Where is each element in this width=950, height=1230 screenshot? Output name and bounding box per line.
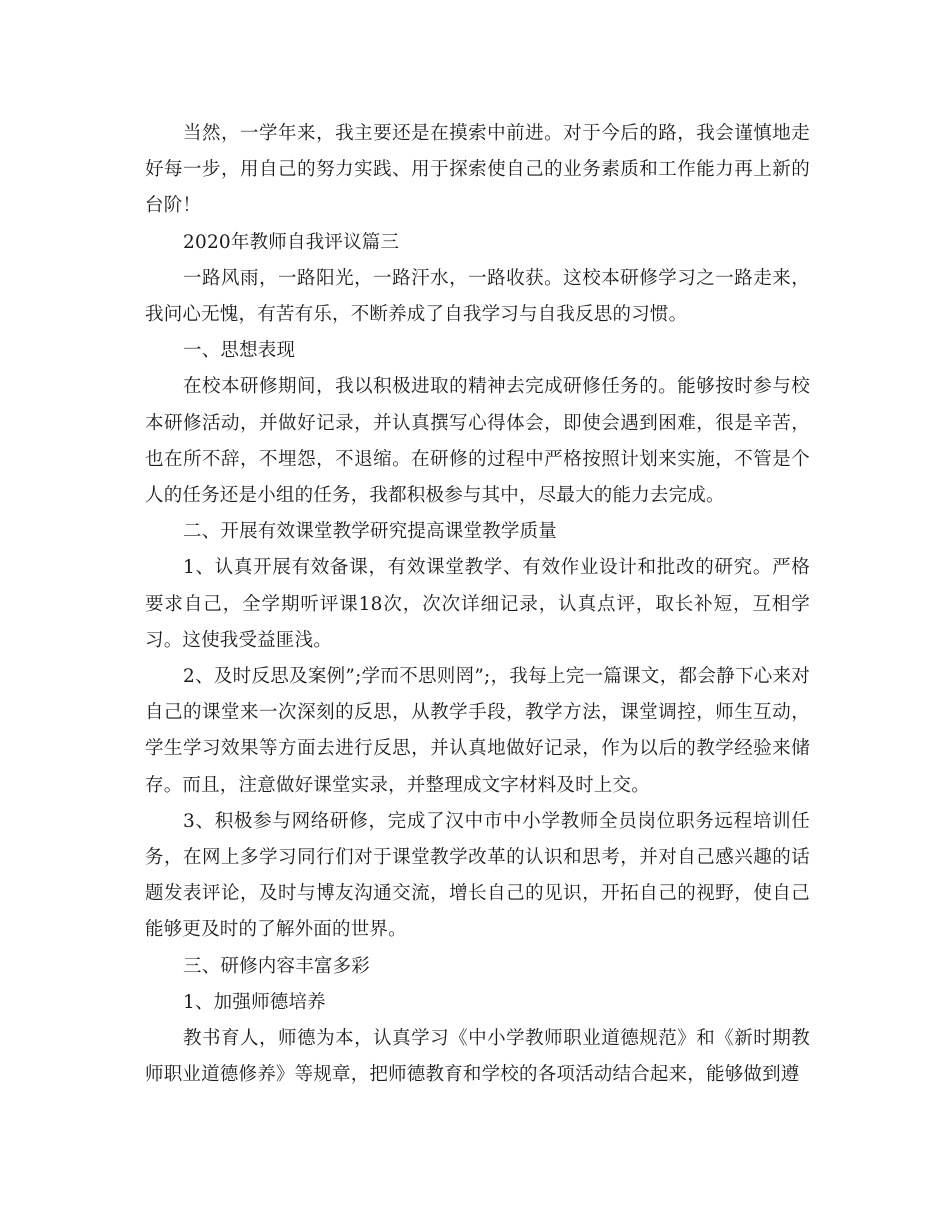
paragraph-ethics: 教书育人，师德为本，认真学习《中小学教师职业道德规范》和《新时期教师职业道德修养》等规章，把师德教育和学校的各项活动结合起来，能够做到遵 [145, 1028, 810, 1086]
heading-effective-teaching: 二、开展有效课堂教学研究提高课堂教学质量 [183, 521, 558, 543]
paragraph-item-3: 3、积极参与网络研修，完成了汉中市中小学教师全员岗位职务远程培训任务，在网上多学习同行们对于课堂教学改革的认识和思考，并对自己感兴趣的话题发表评论，及时与博友沟通交流，增长自己的见识，开拓自己的视野，使自己能够更及时的了解外面的世界。 [145, 810, 810, 941]
document-body [145, 116, 810, 1093]
heading-research-content: 三、研修内容丰富多彩 [183, 955, 371, 977]
paragraph-conclusion: 当然，一学年来，我主要还是在摸索中前进。对于今后的路，我会谨慎地走好每一步，用自己的努力实践、用于探索使自己的业务素质和工作能力再上新的台阶！ [145, 123, 810, 217]
section-title: 2020年教师自我评议篇三 [183, 231, 400, 253]
paragraph-thought: 在校本研修期间，我以积极进取的精神去完成研修任务的。能够按时参与校本研修活动，并做好记录，并认真撰写心得体会，即使会遇到困难，很是辛苦，也在所不辞，不埋怨，不退缩。在研修的过程中严格按照计划来实施，不管是个人的任务还是小组的任务，我都积极参与其中，尽最大的能力去完成。 [145, 376, 810, 507]
paragraph-item-2: 2、及时反思及案例”;学而不思则罔”;，我每上完一篇课文，都会静下心来对自己的课堂来一次深刻的反思，从教学手段，教学方法，课堂调控，师生互动，学生学习效果等方面去进行反思，并认真地做好记录，作为以后的教学经验来储存。而且，注意做好课堂实录，并整理成文字材料及时上交。 [145, 666, 810, 796]
heading-thought: 一、思想表现 [183, 340, 296, 362]
paragraph-item-1: 1、认真开展有效备课，有效课堂教学、有效作业设计和批改的研究。严格要求自己，全学期听评课18次，次次详细记录，认真点评，取长补短，互相学习。这使我受益匪浅。 [145, 557, 810, 651]
heading-ethics: 1、加强师德培养 [183, 991, 326, 1013]
paragraph-intro: 一路风雨，一路阳光，一路汗水，一路收获。这校本研修学习之一路走来，我问心无愧，有苦有乐，不断养成了自我学习与自我反思的习惯。 [145, 267, 810, 326]
